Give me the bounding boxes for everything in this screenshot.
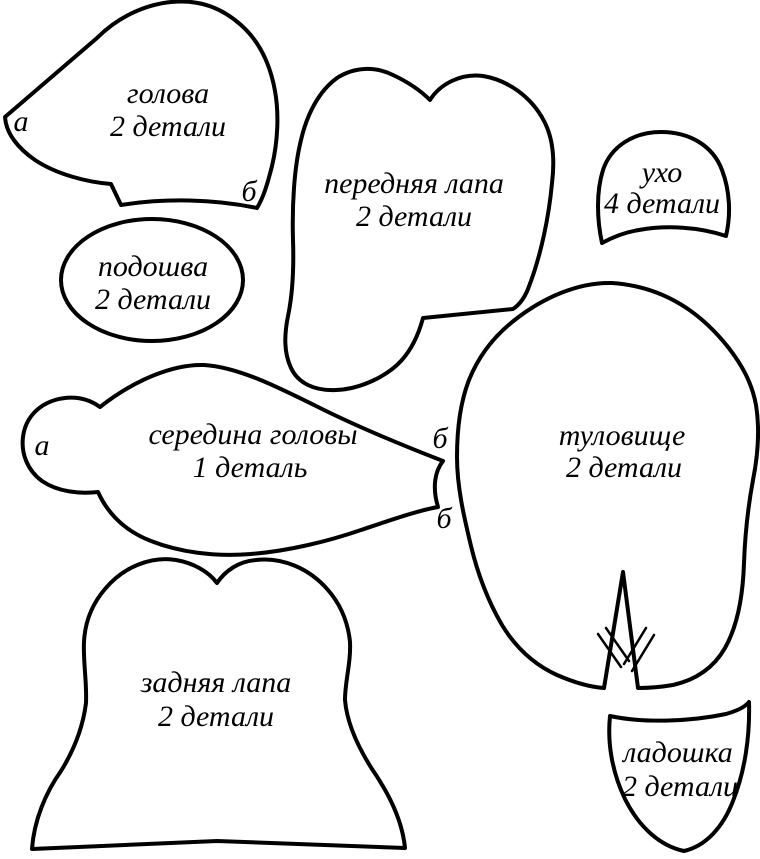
piece-head <box>5 1 277 208</box>
sole-label-count: 2 детали <box>94 283 212 316</box>
palm-label-name: ладошка <box>623 736 733 769</box>
body-label-name: туловище <box>558 419 686 452</box>
piece-sole <box>61 219 243 341</box>
piece-head-center <box>23 365 453 555</box>
head-center-marker-b-top: б <box>432 422 448 455</box>
piece-palm <box>609 702 749 851</box>
palm-label-count: 2 детали <box>621 770 739 803</box>
head-center-marker-a: а <box>34 429 50 462</box>
piece-body <box>457 283 758 688</box>
head-center-marker-b-bottom: б <box>436 502 452 535</box>
back-paw-label-name: задняя лапа <box>140 666 292 699</box>
head-marker-a: а <box>13 105 29 138</box>
head-label-count: 2 детали <box>109 110 227 143</box>
head-marker-b: б <box>241 175 257 208</box>
front-paw-label-count: 2 детали <box>355 200 473 233</box>
piece-back-paw <box>32 559 405 849</box>
head-label-name: голова <box>126 77 210 110</box>
body-outline <box>457 283 758 688</box>
head-center-label-count: 1 деталь <box>192 451 308 484</box>
back-paw-label-count: 2 детали <box>157 700 275 733</box>
ear-label-count: 4 детали <box>603 187 721 220</box>
front-paw-label-name: передняя лапа <box>324 167 504 200</box>
head-center-label-name: середина головы <box>148 418 358 451</box>
ear-label-name: ухо <box>641 156 683 189</box>
body-label-count: 2 детали <box>565 451 683 484</box>
sole-label-name: подошва <box>97 250 209 283</box>
piece-ear <box>598 132 729 243</box>
